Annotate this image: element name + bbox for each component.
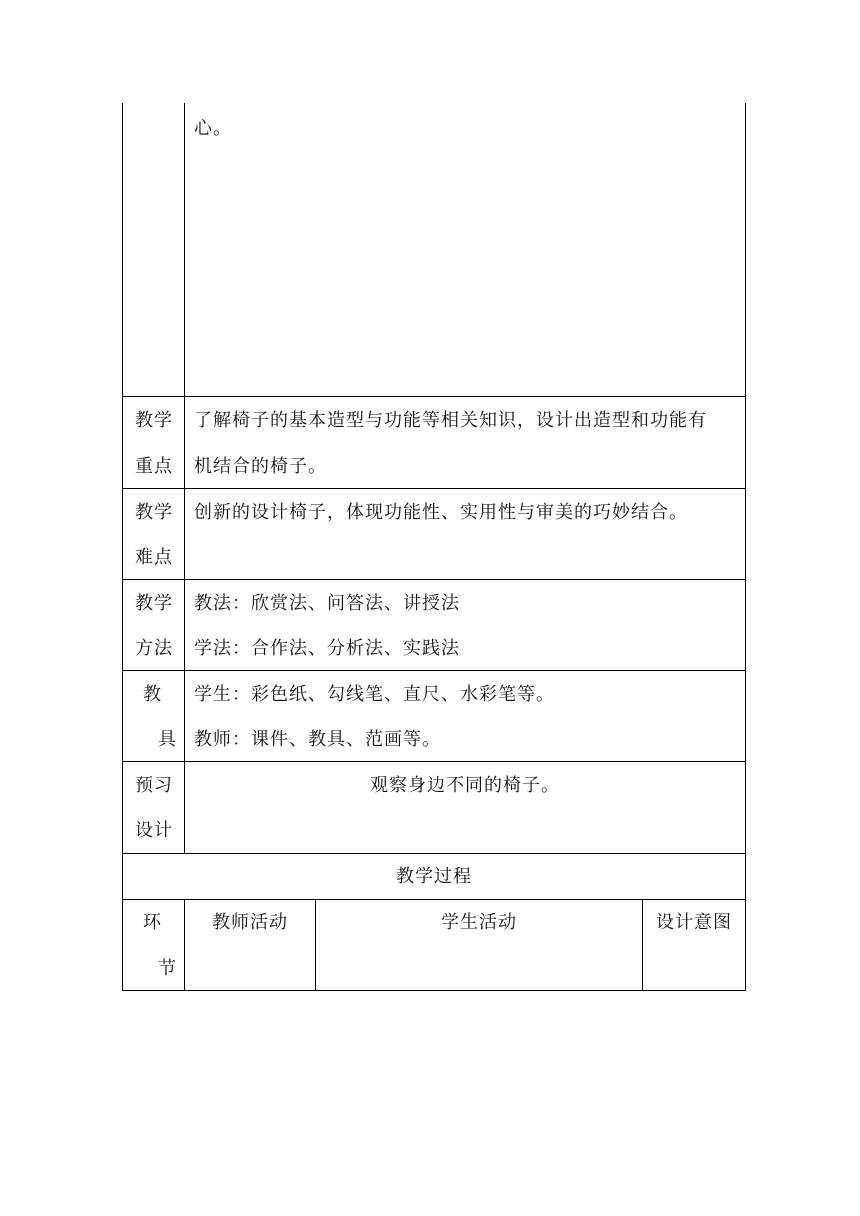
design-intent-header: 设计意图 — [656, 912, 732, 933]
key-points-label-1: 教学 — [135, 410, 173, 431]
preview-label-2: 设计 — [135, 820, 173, 841]
row-divider-1 — [122, 396, 746, 397]
key-points-line-2: 机结合的椅子。 — [194, 456, 327, 477]
table-border-right — [745, 103, 746, 991]
row-divider-6 — [122, 853, 746, 854]
row-divider-7 — [122, 899, 746, 900]
stage-header-1: 环 — [143, 912, 162, 933]
key-points-line-1: 了解椅子的基本造型与功能等相关知识，设计出造型和功能有 — [194, 410, 707, 431]
difficulties-line-1: 创新的设计椅子，体现功能性、实用性与审美的巧妙结合。 — [194, 502, 688, 523]
row-divider-4 — [122, 670, 746, 671]
tools-label-2: 具 — [158, 729, 177, 750]
row-divider-5 — [122, 761, 746, 762]
stage-header-2: 节 — [158, 958, 177, 979]
methods-line-1: 教法：欣赏法、问答法、讲授法 — [194, 593, 460, 614]
tools-line-1: 学生：彩色纸、勾线笔、直尺、水彩笔等。 — [194, 684, 555, 705]
preview-line-1: 观察身边不同的椅子。 — [370, 775, 560, 796]
label-column-divider — [184, 103, 185, 853]
continuation-text: 心。 — [194, 118, 232, 139]
methods-line-2: 学法：合作法、分析法、实践法 — [194, 638, 460, 659]
difficulties-label-2: 难点 — [135, 547, 173, 568]
process-title: 教学过程 — [396, 866, 472, 887]
teacher-activity-header: 教师活动 — [212, 912, 288, 933]
table-border-bottom — [122, 990, 746, 991]
student-activity-header: 学生活动 — [441, 912, 517, 933]
row-divider-2 — [122, 488, 746, 489]
difficulties-label-1: 教学 — [135, 502, 173, 523]
tools-label-1: 教 — [143, 684, 162, 705]
methods-label-2: 方法 — [135, 638, 173, 659]
key-points-label-2: 重点 — [135, 456, 173, 477]
preview-label-1: 预习 — [135, 775, 173, 796]
tools-line-2: 教师：课件、教具、范画等。 — [194, 729, 441, 750]
methods-label-1: 教学 — [135, 593, 173, 614]
table-border-left-upper — [122, 103, 123, 991]
row-divider-3 — [122, 579, 746, 580]
